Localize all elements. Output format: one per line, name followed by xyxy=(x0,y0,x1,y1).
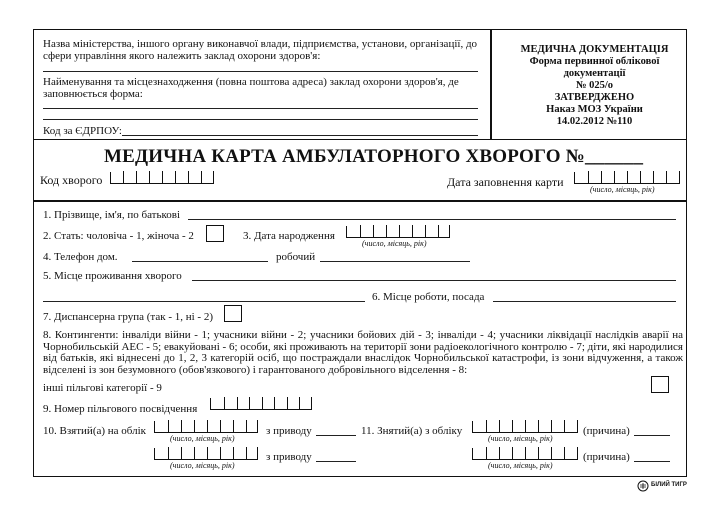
edrpou-label: Код за ЄДРПОУ: xyxy=(43,125,122,137)
fill-date-cells[interactable] xyxy=(574,172,680,184)
fill-date-hint: (число, місяць, рік) xyxy=(590,185,655,194)
field-registered-label: 10. Взятий(а) на облік xyxy=(43,425,147,437)
doc-info-line5: ЗАТВЕРДЖЕНО xyxy=(554,92,635,103)
field-phone-home-line[interactable] xyxy=(132,261,268,262)
field-name-label: 1. Прізвище, ім'я, по батькові xyxy=(43,209,181,221)
field-phone-work-label: робочий xyxy=(276,251,316,263)
field-registered-reason-line-2[interactable] xyxy=(316,461,356,462)
publisher-logo-text: БІЛИЙ ТИГР xyxy=(651,482,687,488)
field-work-line-2[interactable] xyxy=(493,301,676,302)
main-divider xyxy=(33,200,687,202)
edrpou-line[interactable] xyxy=(122,135,478,136)
field-registered-date-cells-2[interactable] xyxy=(154,448,258,460)
field-registered-reason-label: з приводу xyxy=(266,425,312,437)
field-birthdate-hint: (число, місяць, рік) xyxy=(362,239,427,248)
patient-code-label: Код хворого xyxy=(40,173,103,187)
field-other-benefits-label: інші пільгові категорії - 9 xyxy=(43,382,162,394)
facility-line-2[interactable] xyxy=(43,119,478,120)
field-registered-reason-label-2: з приводу xyxy=(266,451,312,463)
field-contingents-text: 8. Контингенти: інваліди війни - 1; учасники війни - 2; учасники бойових дій - 3; інваліди - 4; учасники ліквідації наслідків аварії на Чорнобильській АЕС - 5; евакуйовані - 6; особи, які проживають на території зони радіоекологічного контролю - 7; діти, які народилися від батьків, які віднесені до 1, 2, 3 категорій осіб, що постраждали внаслідок Чорнобильської катастрофи, із зони відчуження, а також відселені із зон безумовного (обов'язкового) і гарантованого добровільного відселення - 8: xyxy=(43,329,683,376)
field-name-line[interactable] xyxy=(188,219,676,220)
facility-line-1[interactable] xyxy=(43,108,478,109)
field-phone-work-line[interactable] xyxy=(320,261,470,262)
field-deregistered-date-cells-2[interactable] xyxy=(472,448,578,460)
field-deregistered-date-hint-2: (число, місяць, рік) xyxy=(488,461,553,470)
field-deregistered-reason-line-2[interactable] xyxy=(634,461,670,462)
field-work-label: 6. Місце роботи, посада xyxy=(372,291,485,303)
field-other-benefits-box[interactable] xyxy=(651,376,669,393)
field-registered-date-cells[interactable] xyxy=(154,421,258,433)
field-deregistered-date-cells[interactable] xyxy=(472,421,578,433)
field-registered-date-hint: (число, місяць, рік) xyxy=(170,434,235,443)
doc-info-line3: документації xyxy=(563,68,626,79)
doc-info-line2: Форма первинної облікової xyxy=(529,56,660,67)
field-dispensary-box[interactable] xyxy=(224,305,242,322)
tiger-icon xyxy=(637,480,649,492)
field-birthdate-label: 3. Дата народження xyxy=(243,230,335,242)
field-deregistered-label: 11. Знятий(а) з обліку xyxy=(361,425,463,437)
field-residence-label: 5. Місце проживання хворого xyxy=(43,270,182,282)
field-deregistered-reason-label: (причина) xyxy=(583,425,630,437)
doc-info-block xyxy=(512,44,677,128)
patient-code-cells[interactable] xyxy=(110,172,214,184)
card-title: МЕДИЧНА КАРТА АМБУЛАТОРНОГО ХВОРОГО №______ xyxy=(104,146,644,167)
field-deregistered-reason-label-2: (причина) xyxy=(583,451,630,463)
fill-date-label: Дата заповнення карти xyxy=(447,175,564,189)
field-deregistered-date-hint: (число, місяць, рік) xyxy=(488,434,553,443)
ministry-label-2: сфери управління якого належить заклад охорони здоров'я: xyxy=(43,50,321,62)
doc-info-line4: № 025/о xyxy=(575,80,614,91)
header-divider xyxy=(490,29,492,140)
ministry-line[interactable] xyxy=(43,71,478,72)
doc-info-line6: Наказ МОЗ України xyxy=(546,104,643,115)
field-sex-label: 2. Стать: чоловіча - 1, жіноча - 2 xyxy=(43,230,194,242)
field-sex-box[interactable] xyxy=(206,225,224,242)
field-phone-home-label: 4. Телефон дом. xyxy=(43,251,118,263)
facility-label-1: Найменування та місцезнаходження (повна поштова адреса) заклад охорони здоров'я, де xyxy=(43,76,459,88)
field-certificate-cells[interactable] xyxy=(210,398,312,410)
field-registered-reason-line[interactable] xyxy=(316,435,356,436)
field-work-line-1[interactable] xyxy=(43,301,365,302)
field-deregistered-reason-line[interactable] xyxy=(634,435,670,436)
field-birthdate-cells[interactable] xyxy=(346,226,450,238)
field-certificate-label: 9. Номер пільгового посвідчення xyxy=(43,403,198,415)
ministry-label-1: Назва міністерства, іншого органу виконавчої влади, підприємства, установи, організації, до xyxy=(43,38,478,50)
doc-info-line7: 14.02.2012 №110 xyxy=(556,116,633,127)
facility-label-2: заповнюється форма: xyxy=(43,88,143,100)
field-registered-date-hint-2: (число, місяць, рік) xyxy=(170,461,235,470)
field-dispensary-label: 7. Диспансерна група (так - 1, ні - 2) xyxy=(43,311,213,323)
doc-info-line1: МЕДИЧНА ДОКУМЕНТАЦІЯ xyxy=(520,44,669,55)
field-residence-line[interactable] xyxy=(192,280,676,281)
